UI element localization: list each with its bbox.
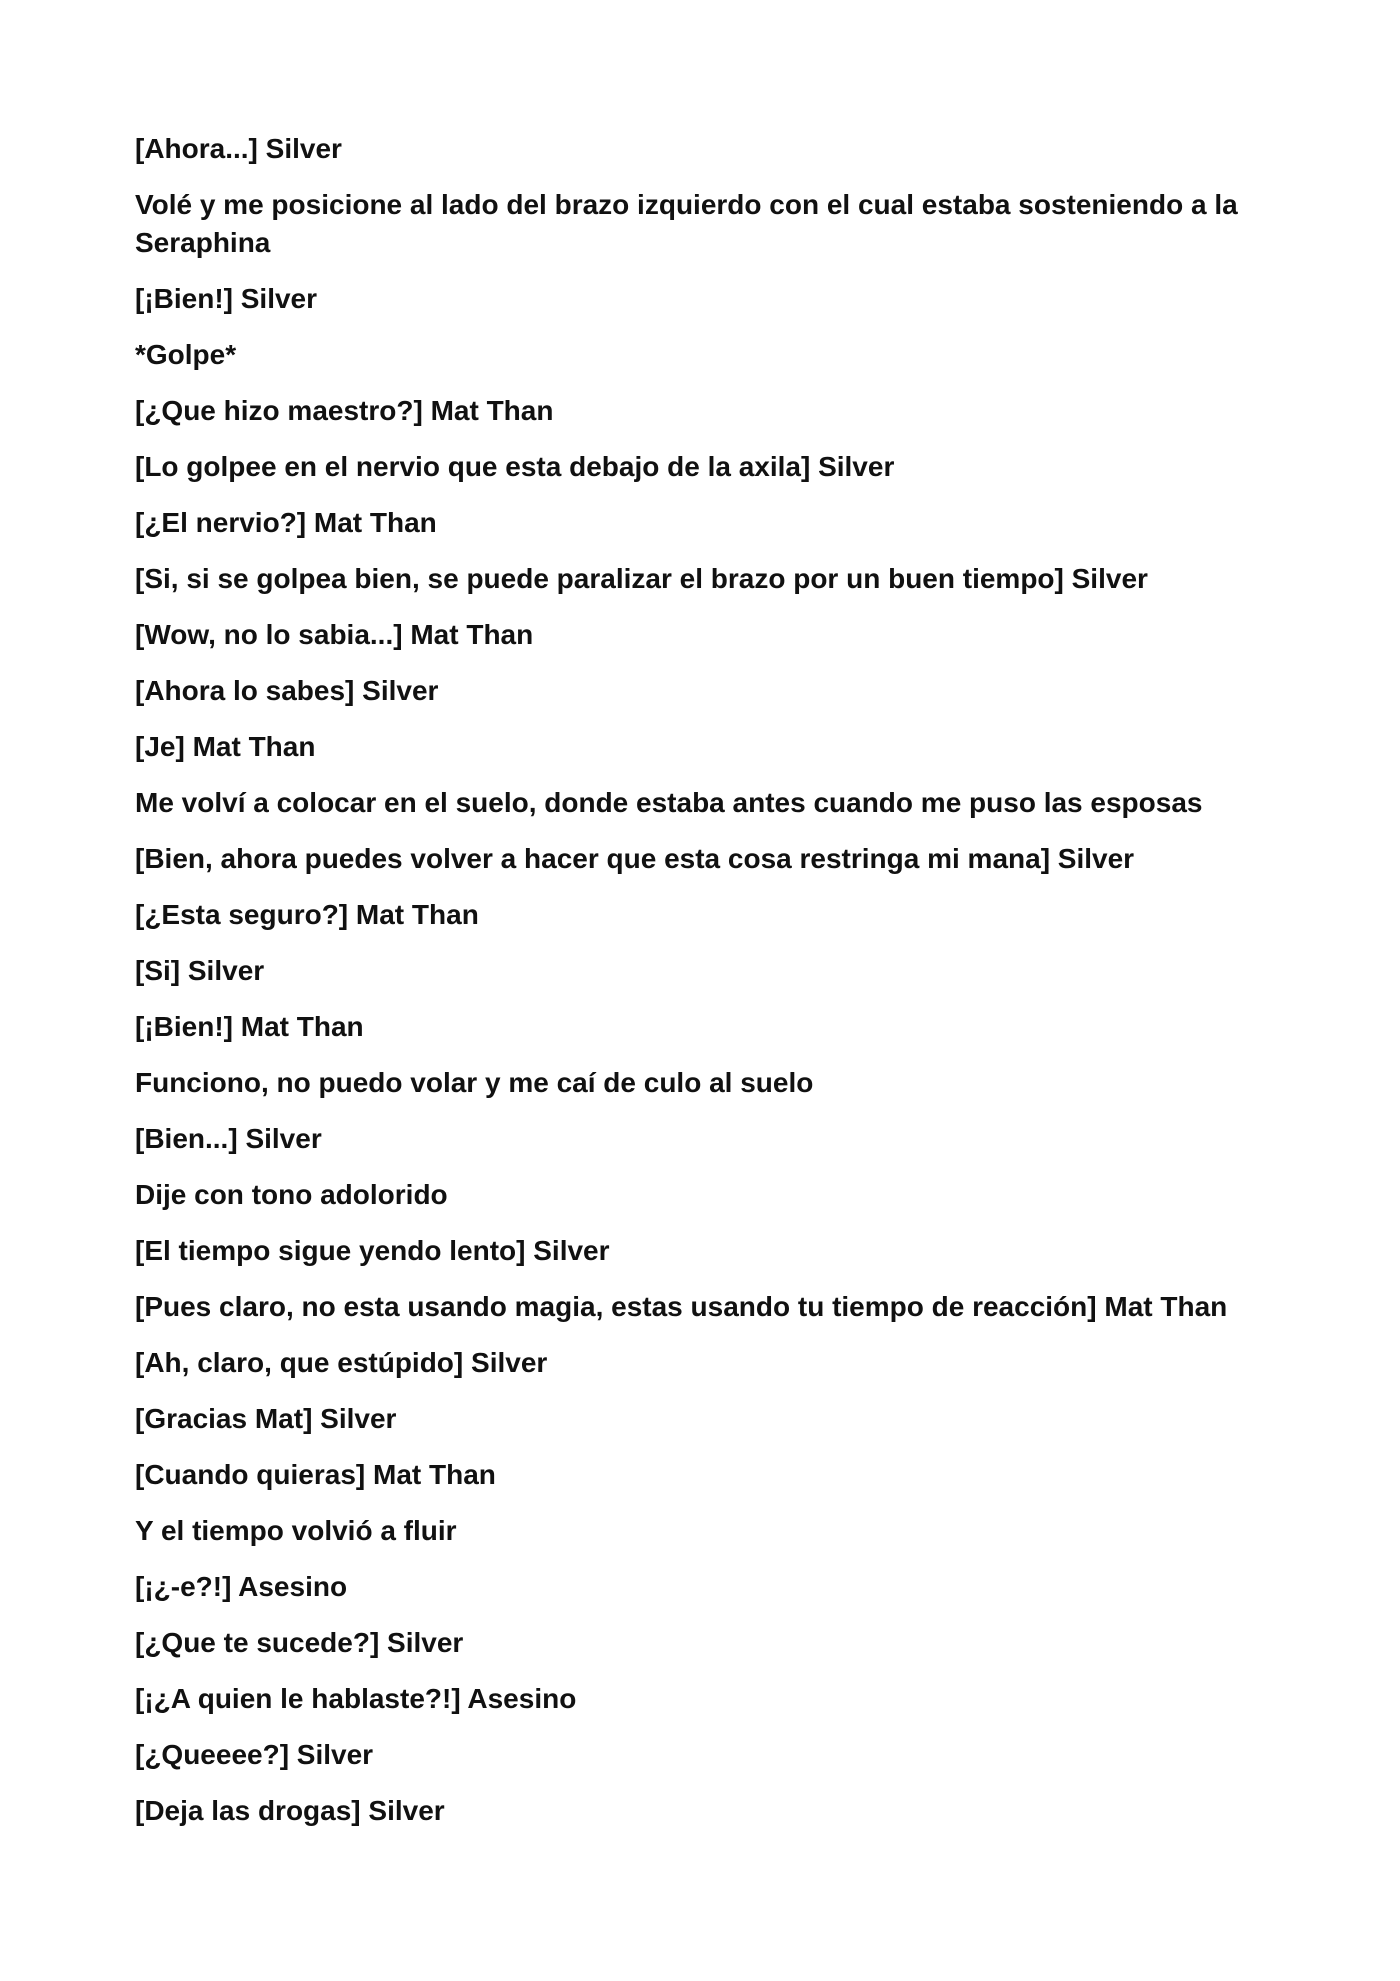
text-line: Y el tiempo volvió a fluir	[135, 1515, 457, 1546]
text-line: [Ahora...] Silver	[135, 133, 342, 164]
text-line: Dije con tono adolorido	[135, 1179, 448, 1210]
text-line: [El tiempo sigue yendo lento] Silver	[135, 1235, 610, 1266]
text-line: [Lo golpee en el nervio que esta debajo de la axila] Silver	[135, 451, 895, 482]
text-line: [Bien, ahora puedes volver a hacer que esta cosa restringa mi mana] Silver	[135, 843, 1135, 874]
text-line: [Ahora lo sabes] Silver	[135, 675, 439, 706]
text-line: *Golpe*	[135, 339, 237, 370]
text-line: [¡Bien!] Mat Than	[135, 1011, 364, 1042]
text-line: [¡¿A quien le hablaste?!] Asesino	[135, 1683, 577, 1714]
text-line: Volé y me posicione al lado del brazo izquierdo con el cual estaba sosteniendo a la Seraphina	[135, 189, 1238, 258]
text-line: [¿Que te sucede?] Silver	[135, 1627, 464, 1658]
text-line: [Pues claro, no esta usando magia, estas usando tu tiempo de reacción] Mat Than	[135, 1291, 1228, 1322]
text-line: [Si, si se golpea bien, se puede paralizar el brazo por un buen tiempo] Silver	[135, 563, 1148, 594]
text-line: [Ah, claro, que estúpido] Silver	[135, 1347, 548, 1378]
text-line: [¡¿-e?!] Asesino	[135, 1571, 348, 1602]
text-line: [¿El nervio?] Mat Than	[135, 507, 437, 538]
text-line: [Si] Silver	[135, 955, 265, 986]
text-line: [Bien...] Silver	[135, 1123, 322, 1154]
text-line: Me volví a colocar en el suelo, donde estaba antes cuando me puso las esposas	[135, 787, 1203, 818]
text-line: [Wow, no lo sabia...] Mat Than	[135, 619, 534, 650]
text-line: [¿Esta seguro?] Mat Than	[135, 899, 479, 930]
text-line: [Cuando quieras] Mat Than	[135, 1459, 496, 1490]
text-line: [Deja las drogas] Silver	[135, 1795, 445, 1826]
text-line: [Je] Mat Than	[135, 731, 316, 762]
text-line: Funciono, no puedo volar y me caí de culo al suelo	[135, 1067, 814, 1098]
text-line: [¡Bien!] Silver	[135, 283, 318, 314]
text-line: [¿Queeee?] Silver	[135, 1739, 374, 1770]
text-body	[135, 130, 1275, 1848]
text-line: [¿Que hizo maestro?] Mat Than	[135, 395, 554, 426]
text-line: [Gracias Mat] Silver	[135, 1403, 397, 1434]
